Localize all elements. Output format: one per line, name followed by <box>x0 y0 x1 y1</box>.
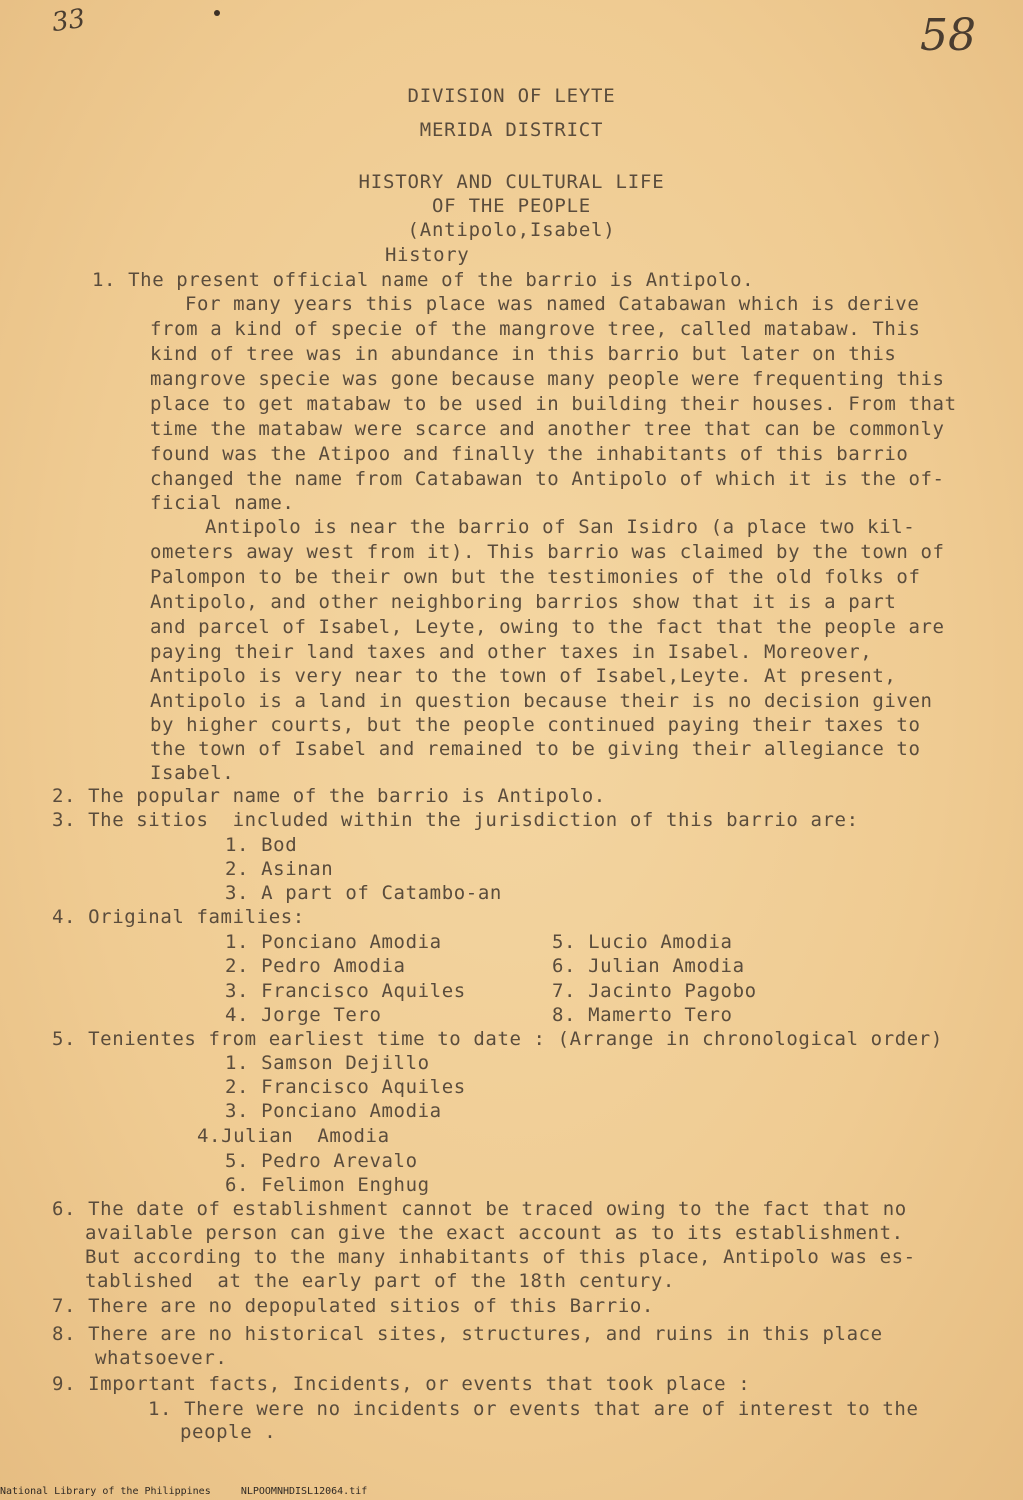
family-item: 1. Ponciano Amodia <box>225 931 442 953</box>
sitio-item: 1. Bod <box>225 834 298 856</box>
paragraph-2-line: Isabel. <box>150 762 235 784</box>
paragraph-1-line: ficial name. <box>150 492 295 514</box>
sitio-item: 2. Asinan <box>225 858 334 880</box>
sitio-item: 3. A part of Catambo-an <box>225 882 502 904</box>
teniente-item: 3. Ponciano Amodia <box>225 1100 442 1122</box>
item-9-lead: 9. Important facts, Incidents, or events that took place : <box>52 1373 751 1395</box>
paragraph-2-line: Antipolo is near the barrio of San Isidro (a place two kil- <box>205 516 916 538</box>
item-9-sub: people . <box>180 1421 277 1443</box>
section-heading: History <box>385 244 470 266</box>
family-item: 4. Jorge Tero <box>225 1004 382 1026</box>
item-6-line: But according to the many inhabitants of this place, Antipolo was es- <box>85 1246 916 1268</box>
item-6-line: 6. The date of establishment cannot be traced owing to the fact that no <box>52 1198 907 1220</box>
scan-footer <box>0 1486 367 1498</box>
paragraph-1-line: found was the Atipoo and finally the inhabitants of this barrio <box>150 443 909 465</box>
family-item: 2. Pedro Amodia <box>225 955 406 977</box>
paragraph-2-line: and parcel of Isabel, Leyte, owing to the fact that the people are <box>150 616 945 638</box>
paragraph-2-line: Antipolo is very near to the town of Isabel,Leyte. At present, <box>150 665 897 687</box>
title-line-2: OF THE PEOPLE <box>431 195 592 217</box>
barrio-subtitle: (Antipolo,Isabel) <box>407 219 616 241</box>
item-8-line: 8. There are no historical sites, structures, and ruins in this place <box>52 1323 883 1345</box>
teniente-item: 1. Samson Dejillo <box>225 1052 430 1074</box>
teniente-item: 4.Julian Amodia <box>197 1125 390 1147</box>
teniente-item: 6. Felimon Enghug <box>225 1174 430 1196</box>
ink-dot <box>214 10 220 16</box>
family-item: 3. Francisco Aquiles <box>225 980 466 1002</box>
paragraph-2-line: ometers away west from it). This barrio was claimed by the town of <box>150 541 945 563</box>
item-8-line: whatsoever. <box>95 1347 228 1369</box>
item-3-lead: 3. The sitios included within the jurisdiction of this barrio are: <box>52 809 859 831</box>
item-2-text: 2. The popular name of the barrio is Antipolo. <box>52 785 606 807</box>
teniente-item: 5. Pedro Arevalo <box>225 1150 418 1172</box>
item-6-line: tablished at the early part of the 18th century. <box>85 1270 675 1292</box>
paragraph-1-line: time the matabaw were scarce and another tree that can be commonly <box>150 418 945 440</box>
paragraph-2-line: Palompon to be their own but the testimonies of the old folks of <box>150 566 921 588</box>
library-credit: National Library of the Philippines <box>0 1486 211 1497</box>
paragraph-2-line: by higher courts, but the people continued paying their taxes to <box>150 714 921 736</box>
paragraph-1-line: from a kind of specie of the mangrove tree, called matabaw. This <box>150 318 921 340</box>
teniente-item: 2. Francisco Aquiles <box>225 1076 466 1098</box>
paragraph-1-line: kind of tree was in abundance in this barrio but later on this <box>150 343 897 365</box>
page-number-handwritten-left: 33 <box>50 3 88 39</box>
item-4-lead: 4. Original families: <box>52 906 305 928</box>
paragraph-2-line: Antipolo, and other neighboring barrios show that it is a part <box>150 591 897 613</box>
family-item: 8. Mamerto Tero <box>552 1004 733 1026</box>
file-name: NLPOOMNHDISL12064.tif <box>240 1486 368 1497</box>
division-heading: DIVISION OF LEYTE <box>407 85 616 107</box>
item-5-lead: 5. Tenientes from earliest time to date : (Arrange in chronological order) <box>52 1028 943 1050</box>
page-number-handwritten-right: 58 <box>920 10 976 61</box>
item-6-line: available person can give the exact account as to its establishment. <box>85 1222 904 1244</box>
paragraph-2-line: the town of Isabel and remained to be giving their allegiance to <box>150 738 921 760</box>
family-item: 7. Jacinto Pagobo <box>552 980 757 1002</box>
family-item: 5. Lucio Amodia <box>552 931 733 953</box>
paragraph-2-line: paying their land taxes and other taxes in Isabel. Moreover, <box>150 641 873 663</box>
district-heading: MERIDA DISTRICT <box>419 119 604 141</box>
item-7-text: 7. There are no depopulated sitios of this Barrio. <box>52 1295 654 1317</box>
item-1-lead: 1. The present official name of the barrio is Antipolo. <box>92 269 755 291</box>
title-line-1: HISTORY AND CULTURAL LIFE <box>358 171 665 193</box>
paragraph-1-line: mangrove specie was gone because many people were frequenting this <box>150 368 945 390</box>
paragraph-1-line: place to get matabaw to be used in building their houses. From that <box>150 393 957 415</box>
item-9-sub: 1. There were no incidents or events that are of interest to the <box>148 1398 919 1420</box>
family-item: 6. Julian Amodia <box>552 955 745 977</box>
paragraph-1-line: For many years this place was named Catabawan which is derive <box>185 293 920 315</box>
paragraph-2-line: Antipolo is a land in question because their is no decision given <box>150 690 933 712</box>
paragraph-1-line: changed the name from Catabawan to Antipolo of which it is the of- <box>150 468 945 490</box>
